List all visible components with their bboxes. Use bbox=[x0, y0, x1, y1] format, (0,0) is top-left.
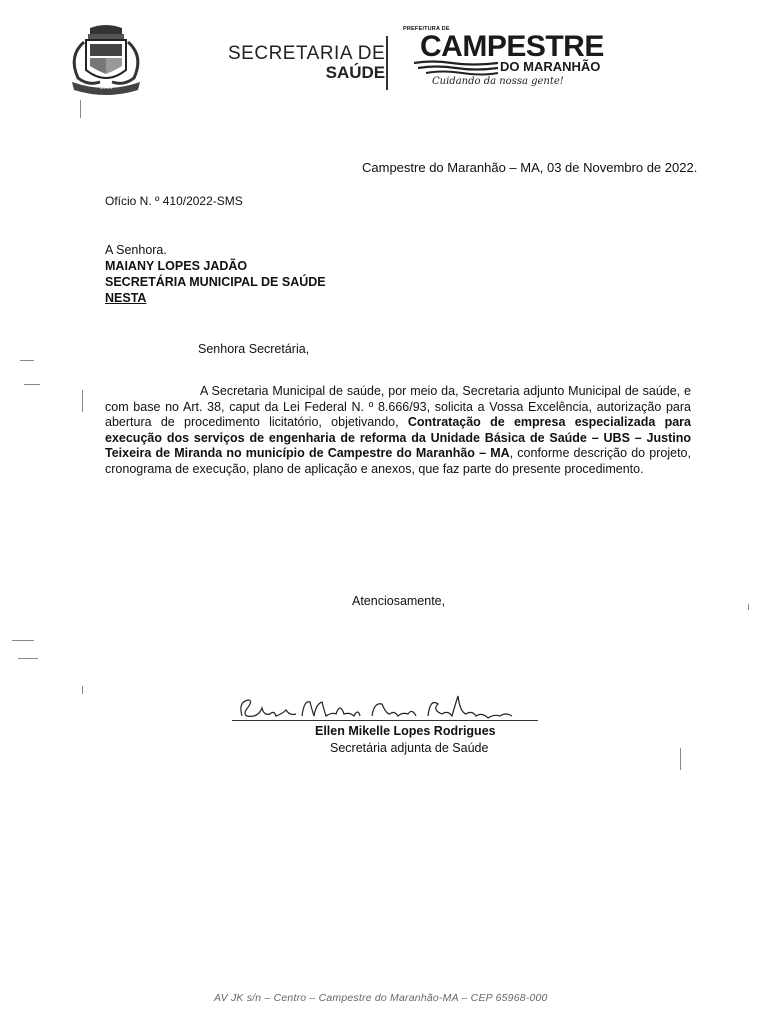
state-name: DO MARANHÃO bbox=[500, 59, 601, 74]
prefeitura-logo bbox=[402, 26, 602, 96]
recipient-location: NESTA bbox=[105, 291, 147, 305]
svg-text:1965: 1965 bbox=[99, 85, 113, 91]
secretaria-line2: SAÚDE bbox=[325, 63, 386, 82]
footer-address: AV JK s/n – Centro – Campestre do Maranhão-MA – CEP 65968-000 bbox=[214, 992, 548, 1004]
signer-name: Ellen Mikelle Lopes Rodrigues bbox=[315, 724, 496, 738]
secretaria-line1: SECRETARIA DE bbox=[228, 43, 386, 64]
header-divider bbox=[386, 36, 388, 90]
recipient-title: SECRETÁRIA MUNICIPAL DE SAÚDE bbox=[105, 275, 326, 289]
handwritten-signature bbox=[232, 688, 542, 728]
municipal-coat-of-arms bbox=[60, 20, 152, 100]
greeting: Senhora Secretária, bbox=[198, 342, 310, 356]
recipient-block bbox=[105, 242, 326, 306]
recipient-name: MAIANY LOPES JADÃO bbox=[105, 259, 248, 273]
closing: Atenciosamente, bbox=[352, 594, 446, 608]
secretaria-title bbox=[228, 44, 385, 81]
prefeitura-label: PREFEITURA DE bbox=[403, 26, 450, 32]
recipient-salutation: A Senhora. bbox=[105, 243, 167, 257]
slogan: Cuidando da nossa gente! bbox=[432, 76, 564, 87]
signature-line bbox=[232, 720, 538, 721]
body-paragraph bbox=[105, 384, 691, 477]
signer-role: Secretária adjunta de Saúde bbox=[330, 741, 489, 755]
city-name: CAMPESTRE bbox=[420, 30, 604, 63]
body-text-bold: Contratação de empresa especializada para execução dos serviços de engenharia de reforma da Unidade Básica de Saúde – UBS – Justino Teixeira de Miranda no município de Campestre do Maranhão – MA bbox=[105, 415, 691, 460]
date-line: Campestre do Maranhão – MA, 03 de Novembro de 2022. bbox=[362, 160, 698, 175]
oficio-number: Ofício N. º 410/2022-SMS bbox=[105, 194, 243, 208]
body-text-part2: , conforme descrição do projeto, cronograma de execução, plano de aplicação e anexos, que faz parte do presente procedimento. bbox=[105, 446, 691, 476]
waves-icon bbox=[412, 60, 502, 76]
body-text-part1: A Secretaria Municipal de saúde, por meio da, Secretaria adjunto Municipal de saúde, e com base no Art. 38, caput da Lei Federal N. º 8.666/93, solicita a Vossa Excelência, autorização para abertura de procedimento licitatório, objetivando, bbox=[105, 384, 691, 429]
